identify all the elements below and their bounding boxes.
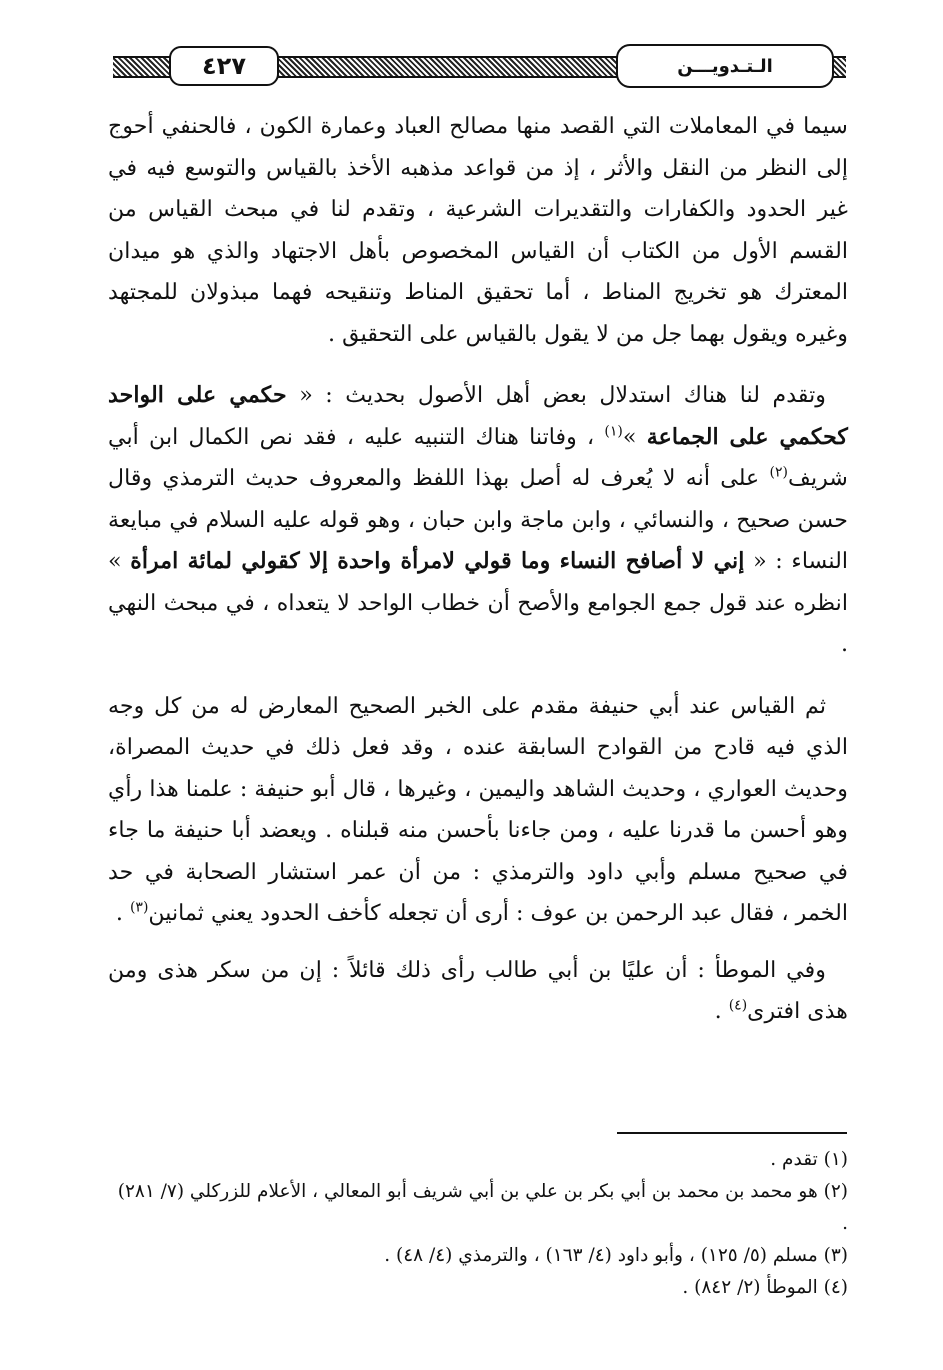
footnote-2: (٢) هو محمد بن محمد بن أبي بكر بن علي بن أبي شريف أبو المعالي ، الأعلام للزركلي (٧/ ٢٨١) .: [117, 1181, 848, 1234]
footnote-ref-1: (١): [604, 423, 623, 440]
footnote-ref-2: (٢): [769, 464, 789, 481]
paragraph-3: [108, 686, 848, 935]
footnote-1: (١) تقدم .: [770, 1149, 848, 1170]
paragraph-2: [108, 375, 848, 666]
paragraph-1-text: سيما في المعاملات التي القصد منها مصالح العباد وعمارة الكون ، فالحنفي أحوج إلى النظر من النقل والأثر ، إذ من قواعد مذهبه الأخذ بالقياس والتوسع فيه في غير الحدود والكفارات والتقديرات الشرعية ، وتقدم لنا في مبحث القياس من القسم الأول من الكتاب أن القياس المخصوص بأهل الاجتهاد والذي هو ميدان المعترك هو تخريج المناط ، أما تحقيق المناط وتنقيحه فهما مبذولان للمجتهد وغيره ويقول بهما جل من لا يقول بالقياس على التحقيق .: [108, 113, 848, 347]
paragraph-2-part-c: ، وفاتنا هناك التنبيه عليه ، فقد نص الكمال ابن أبي شريف: [108, 423, 848, 491]
paragraph-3-part-a: ثم القياس عند أبي حنيفة مقدم على الخبر الصحيح المعارض له من كل وجه الذي فيه قادح من القوادح السابقة عنده ، وقد فعل ذلك في حديث المصراة، وحديث العواري ، وحديث الشاهد واليمين ، وغيرها ، قال أبو حنيفة : علمنا هذا رأي وهو أحسن ما قدرنا عليه ، ومن جاءنا بأحسن منه قبلناه . ويعضد أبا حنيفة ما جاء في صحيح مسلم وأبي داود والترمذي : من أن عمر استشار الصحابة في حد الخمر ، فقال عبد الرحمن بن عوف : أرى أن تجعله كأخف الحدود يعني ثمانين: [108, 692, 848, 926]
footnote-ref-4: (٤): [728, 997, 748, 1014]
paragraph-2-part-b: »: [622, 423, 637, 450]
page-number-text: ٤٢٧: [202, 52, 246, 80]
hadith-quote-1: حكمي على الواحد كحكمي على الجماعة: [108, 382, 848, 450]
paragraph-4-part-a: وفي الموطأ : أن عليًا بن أبي طالب رأى ذلك قائلاً : إن من سكر هذى ومن هذى افترى: [108, 956, 848, 1024]
paragraph-1: [108, 106, 848, 355]
paragraph-4: [108, 950, 848, 1033]
paragraph-4-part-b: .: [714, 998, 722, 1024]
running-title: [616, 44, 834, 88]
footnote-3: (٣) مسلم (٥/ ١٢٥) ، وأبو داود (٤/ ١٦٣) ، والترمذي (٤/ ٤٨) .: [384, 1245, 848, 1266]
main-text: [108, 106, 848, 1033]
footnotes: [108, 1144, 848, 1304]
paragraph-2-part-a: وتقدم لنا هناك استدلال بعض أهل الأصول بحديث : «: [299, 382, 826, 408]
running-title-text: الـتـدويـــن: [677, 55, 773, 77]
paragraph-2-part-e: » انظره عند قول جمع الجوامع والأصح أن خطاب الواحد لا يتعداه ، في مبحث النهي .: [108, 548, 848, 657]
footnote-separator: [617, 1132, 847, 1134]
page-number: [169, 46, 279, 86]
footnote-4: (٤) الموطأ (٢/ ٨٤٢) .: [682, 1277, 848, 1298]
hadith-quote-2: إني لا أصافح النساء وما قولي لامرأة واحدة إلا كقولي لمائة امرأة: [130, 548, 745, 574]
paragraph-3-part-b: .: [115, 900, 123, 926]
paragraph-2-part-d: على أنه لا يُعرف له أصل بهذا اللفظ والمعروف حديث الترمذي وقال حسن صحيح ، والنسائي ، وابن ماجة وابن حبان ، وهو قوله عليه السلام في مبايعة النساء : «: [108, 465, 849, 574]
footnote-ref-3: (٣): [129, 899, 149, 916]
page-header: [113, 42, 846, 94]
